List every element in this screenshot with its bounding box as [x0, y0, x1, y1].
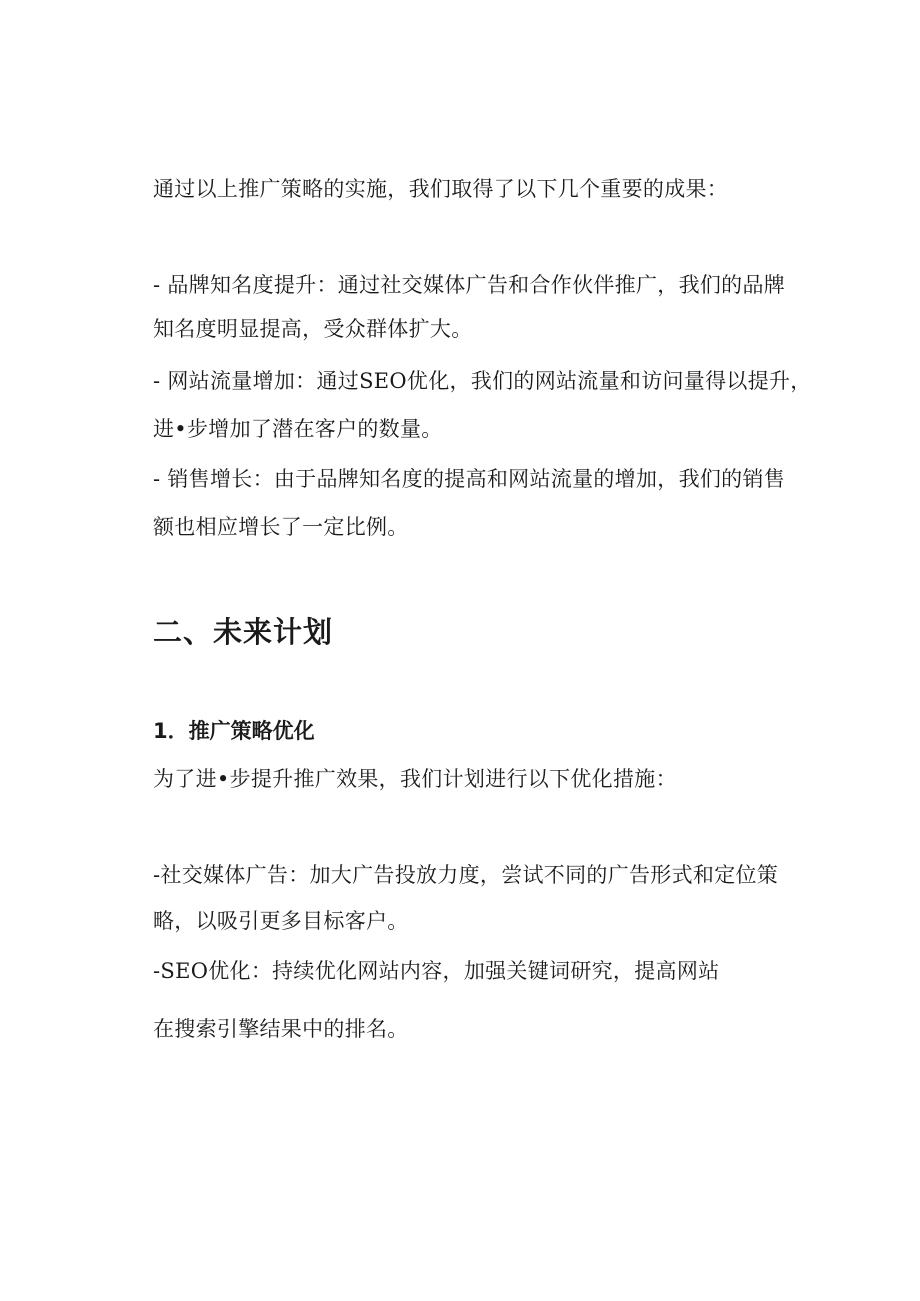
plan-social-line2: 略，以吸引更多目标客户。 [153, 909, 409, 933]
result-brand-line2: 知名度明显提高，受众群体扩大。 [153, 317, 473, 341]
plan-seo-line1: -SEO优化：持续优化网站内容，加强关键词研究，提高网站 [153, 959, 720, 983]
plan-social-line1: -社交媒体广告：加大广告投放力度，尝试不同的广告形式和定位策 [153, 863, 779, 887]
result-sales-line1: - 销售增长：由于品牌知名度的提高和网站流量的增加，我们的销售 [153, 467, 786, 491]
result-brand-line1: - 品牌知名度提升：通过社交媒体广告和合作伙伴推广，我们的品牌 [153, 273, 786, 297]
plan-seo-line2: 在搜索引擎结果中的排名。 [153, 1017, 409, 1041]
optimization-intro: 为了进•步提升推广效果，我们计划进行以下优化措施： [153, 767, 677, 791]
result-traffic-line1: - 网站流量增加：通过SEO优化，我们的网站流量和访问量得以提升， [153, 369, 812, 393]
result-sales-line2: 额也相应增长了一定比例。 [153, 515, 409, 539]
result-traffic-line2: 进•步增加了潜在客户的数量。 [153, 417, 443, 441]
subsection-heading-strategy-optimization: 1．推广策略优化 [153, 719, 315, 743]
intro-paragraph: 通过以上推广策略的实施，我们取得了以下几个重要的成果： [153, 177, 729, 201]
section-heading-future-plan: 二、未来计划 [153, 615, 334, 649]
